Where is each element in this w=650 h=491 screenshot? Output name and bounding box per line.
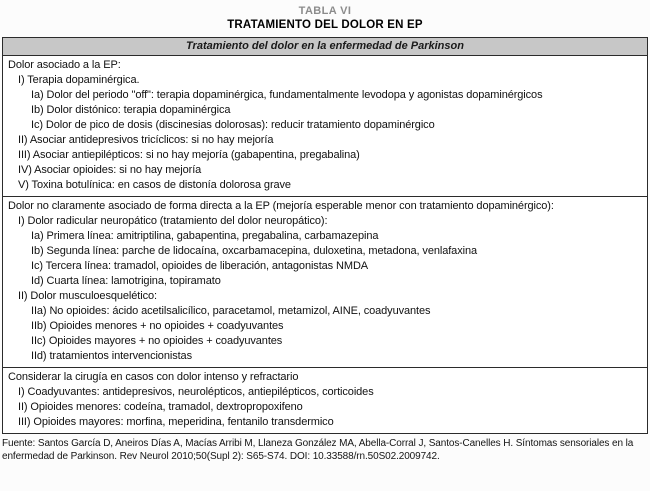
source-note: Fuente: Santos García D, Aneiros Días A, Macías Arribi M, Llaneza González MA, Abella-Corral J, Santos-Canelles H. Síntomas sensoriales en la enfermedad de Parkinson. Rev Neurol 2010;50(Supl 2): S65-S74. DOI: 10.33588/rn.50S02.2009742. <box>2 438 634 462</box>
table-line: Dolor asociado a la EP: <box>8 59 121 71</box>
table-line: Ib) Dolor distónico: terapia dopaminérgica <box>31 104 231 116</box>
table-line: Ia) Primera línea: amitriptilina, gabapentina, pregabalina, carbamazepina <box>31 230 379 242</box>
table-line: II) Dolor musculoesquelético: <box>18 290 157 302</box>
table-line: I) Coadyuvantes: antidepresivos, neurolépticos, antiepilépticos, corticoides <box>18 386 374 398</box>
table-line: Dolor no claramente asociado de forma directa a la EP (mejoría esperable menor con tratamiento dopaminérgico): <box>8 200 554 212</box>
table-line: V) Toxina botulínica: en casos de distonía dolorosa grave <box>18 179 291 191</box>
table-line: IV) Asociar opioides: si no hay mejoría <box>18 164 202 176</box>
table-line: I) Dolor radicular neuropático (tratamiento del dolor neuropático): <box>18 215 328 227</box>
table-line: Ib) Segunda línea: parche de lidocaína, oxcarbamacepina, duloxetina, metadona, venlafaxina <box>31 245 477 257</box>
table-line: IIa) No opioides: ácido acetilsalicílico, paracetamol, metamizol, AINE, coadyuvantes <box>31 305 431 317</box>
table-caption <box>0 0 650 33</box>
table-line: Ia) Dolor del periodo "off": terapia dopaminérgica, fundamentalmente levodopa y agonistas dopaminérgicos <box>31 89 543 101</box>
table-section <box>3 56 647 197</box>
table-line: Considerar la cirugía en casos con dolor intenso y refractario <box>8 371 299 383</box>
table-section <box>3 197 647 368</box>
table-header: Tratamiento del dolor en la enfermedad de Parkinson <box>3 38 647 56</box>
table-section <box>3 368 647 433</box>
table-line: I) Terapia dopaminérgica. <box>18 74 140 86</box>
page-title: TRATAMIENTO DEL DOLOR EN EP <box>227 19 423 31</box>
table-line: IId) tratamientos intervencionistas <box>31 350 192 362</box>
treatment-table <box>2 37 648 434</box>
table-line: II) Opioides menores: codeína, tramadol, dextropropoxifeno <box>18 401 303 413</box>
table-line: II) Asociar antidepresivos tricíclicos: si no hay mejoría <box>18 134 274 146</box>
table-label: TABLA VI <box>298 5 352 17</box>
table-line: III) Opioides mayores: morfina, meperidina, fentanilo transdermico <box>18 416 334 428</box>
table-line: Ic) Dolor de pico de dosis (discinesias dolorosas): reducir tratamiento dopaminérgico <box>31 119 435 131</box>
table-line: IIb) Opioides menores + no opioides + coadyuvantes <box>31 320 284 332</box>
table-line: III) Asociar antiepilépticos: si no hay mejoría (gabapentina, pregabalina) <box>18 149 360 161</box>
table-line: Ic) Tercera línea: tramadol, opioides de liberación, antagonistas NMDA <box>31 260 369 272</box>
table-line: Id) Cuarta línea: lamotrigina, topiramato <box>31 275 221 287</box>
table-body <box>3 56 647 433</box>
table-line: IIc) Opioides mayores + no opioides + coadyuvantes <box>31 335 283 347</box>
